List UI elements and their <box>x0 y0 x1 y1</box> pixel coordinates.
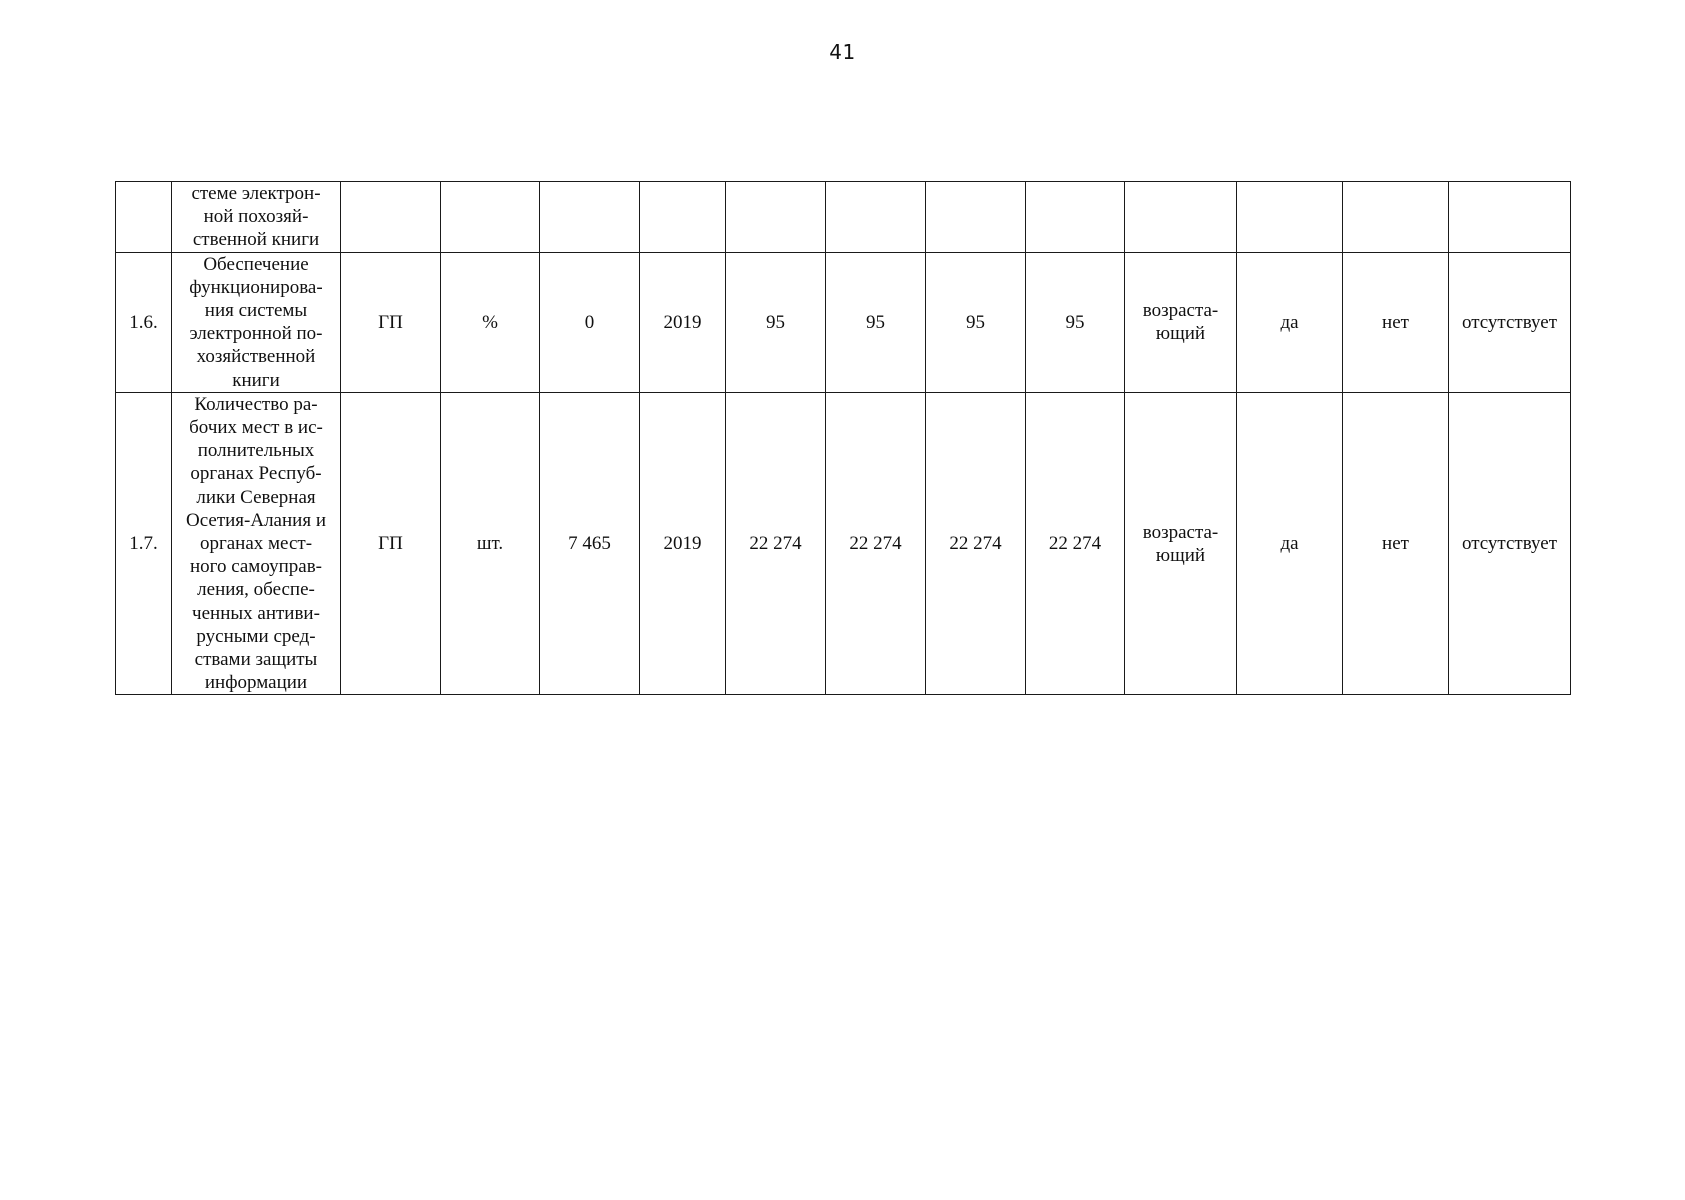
cell-info-system <box>1449 182 1571 253</box>
cell-info-system: отсутствует <box>1449 392 1571 695</box>
name-line: ченных антиви- <box>192 602 320 624</box>
cell-level <box>341 182 441 253</box>
name-line: информации <box>204 672 308 694</box>
cell-value: 22 274 <box>726 392 826 695</box>
table-row <box>116 182 1571 253</box>
cell-base-value: 0 <box>540 252 640 392</box>
name-line: Осетия-Алания и <box>186 509 326 531</box>
cell-base-year <box>640 182 726 253</box>
cell-unit <box>441 182 540 253</box>
cell-base-year: 2019 <box>640 252 726 392</box>
cell-value <box>1026 182 1125 253</box>
cell-flag: нет <box>1343 392 1449 695</box>
cell-level: ГП <box>341 392 441 695</box>
name-line: ственной книги <box>192 229 320 251</box>
cell-info-system: отсутствует <box>1449 252 1571 392</box>
name-line: книги <box>232 369 280 391</box>
cell-value: 22 274 <box>826 392 926 695</box>
cell-flag: да <box>1237 252 1343 392</box>
cell-number: 1.7. <box>116 392 172 695</box>
name-line: полнительных <box>197 440 315 462</box>
cell-value: 95 <box>726 252 826 392</box>
cell-value: 95 <box>926 252 1026 392</box>
cell-trend <box>1125 182 1237 253</box>
cell-value: 95 <box>826 252 926 392</box>
cell-unit: шт. <box>441 392 540 695</box>
cell-value: 22 274 <box>926 392 1026 695</box>
cell-value <box>826 182 926 253</box>
cell-number <box>116 182 172 253</box>
name-line: русными сред- <box>196 625 316 647</box>
trend-line: возраста- ющий <box>1142 521 1219 566</box>
cell-unit: % <box>441 252 540 392</box>
name-line: бочих мест в ис- <box>189 417 323 439</box>
name-line: функционирова- <box>189 276 323 298</box>
cell-level: ГП <box>341 252 441 392</box>
name-line: ления, обеспе- <box>197 579 315 601</box>
cell-base-year: 2019 <box>640 392 726 695</box>
page-number: 41 <box>829 40 856 64</box>
cell-flag: да <box>1237 392 1343 695</box>
table-row <box>116 392 1571 695</box>
name-line: Количество ра- <box>194 393 318 415</box>
cell-number: 1.6. <box>116 252 172 392</box>
table-row <box>116 252 1571 392</box>
trend-line: возраста- ющий <box>1142 300 1219 345</box>
cell-trend <box>1125 392 1237 695</box>
name-line: Обеспечение <box>203 253 309 275</box>
cell-indicator-name <box>172 252 341 392</box>
name-line: органах мест- <box>199 533 313 555</box>
cell-value: 22 274 <box>1026 392 1125 695</box>
name-line: ствами защиты <box>194 649 318 671</box>
name-line: ного самоуправ- <box>189 556 323 578</box>
cell-flag <box>1343 182 1449 253</box>
indicators-table <box>115 181 1571 695</box>
cell-value: 95 <box>1026 252 1125 392</box>
cell-value <box>726 182 826 253</box>
cell-flag <box>1237 182 1343 253</box>
cell-flag: нет <box>1343 252 1449 392</box>
cell-base-value <box>540 182 640 253</box>
name-line: ной похозяй- <box>203 206 309 228</box>
name-line: электронной по- <box>189 323 323 345</box>
name-line: стеме электрон- <box>191 183 321 204</box>
cell-base-value: 7 465 <box>540 392 640 695</box>
cell-indicator-name <box>172 392 341 695</box>
name-line: хозяйственной <box>196 346 316 368</box>
name-line: органах Респуб- <box>190 463 322 485</box>
cell-trend <box>1125 252 1237 392</box>
name-line: лики Северная <box>196 486 316 508</box>
cell-value <box>926 182 1026 253</box>
name-line: ния системы <box>204 300 308 322</box>
cell-indicator-name <box>172 182 341 253</box>
